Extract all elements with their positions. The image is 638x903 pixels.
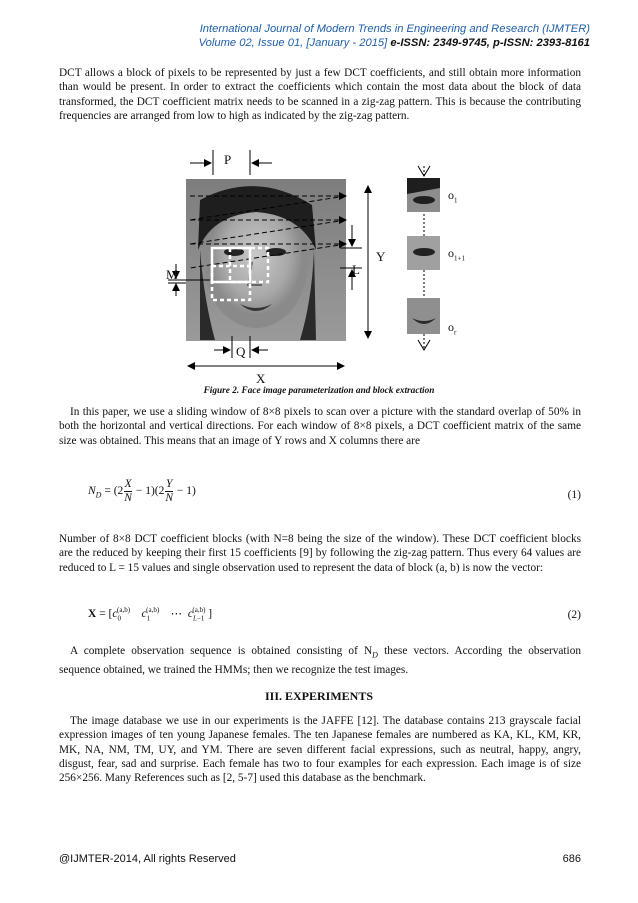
observation-strip xyxy=(407,166,440,350)
footer-copyright: @IJMTER-2014, All rights Reserved xyxy=(59,853,236,865)
footer-page-number: 686 xyxy=(562,853,581,865)
label-p: P xyxy=(224,152,232,167)
equation-1: $N_D = (2$ $\frac{X}{N}$ − 1)(2 $\frac{Y}{N}$ − 1) xyxy=(88,478,196,504)
paragraph-observation: A complete observation sequence is obtained consisting of $N_D$ these vectors. According the observation sequence obtained, we trained the HMMs; then we recognize the test images. xyxy=(59,645,581,676)
dim-q xyxy=(214,336,268,358)
dim-m xyxy=(168,264,210,296)
label-obs-first: $o_1$ xyxy=(448,188,458,205)
volume-issue: Volume 02, Issue 01, [January - 2015] xyxy=(198,37,388,49)
figure-caption: Figure 2. Face image parameterization and block extraction xyxy=(203,386,435,396)
label-l: L xyxy=(352,262,360,277)
dim-p xyxy=(190,150,272,175)
dim-l xyxy=(340,225,362,290)
journal-volume xyxy=(199,36,590,50)
block-windows xyxy=(212,248,268,300)
paragraph-blocks: Number of 8×8 DCT coefficient blocks (with N=8 being the size of the window). These DCT coefficient blocks are the reduced by keeping their first 15 coefficients [9] by following the zig-zag pattern. Thus every 64 values are reduced to L = 15 values and single observation used to represent the data of block (a, b) is now the vector: xyxy=(59,533,581,574)
paragraph-sliding-window: In this paper, we use a sliding window of 8×8 pixels to scan over a picture with the standard overlap of 50% in both the horizontal and vertical directions. For each window of 8×8 pixels, a DCT coefficient matrix of the same size was obtained. This means that an image of Y rows and X columns there are xyxy=(59,406,581,447)
journal-title: International Journal of Modern Trends in Engineering and Research (IJMTER) xyxy=(199,23,590,35)
face-photo xyxy=(186,179,346,341)
label-q: Q xyxy=(236,344,246,359)
label-obs-last: $o_r$ xyxy=(448,320,457,337)
section-heading-experiments: III. EXPERIMENTS xyxy=(264,689,374,703)
label-m: M xyxy=(166,267,178,282)
issn: e-ISSN: 2349-9745, p-ISSN: 2393-8161 xyxy=(387,37,590,49)
paragraph-dct-intro: DCT allows a block of pixels to be represented by just a few DCT coefficients, and still obtain more information than would be present. In order to extract the coefficients which contain the most data about the block of data transformed, the DCT coefficient matrix needs to be scanned in a zig-zag pattern. This is because the contributing frequencies are arranged from low to high as indicated by the zig-zag pattern. xyxy=(59,67,581,122)
paragraph-database: The image database we use in our experiments is the JAFFE [12]. The database contains 213 grayscale facial expression images of ten young Japanese females. The ten Japanese females are numbered as KA, KL, KM, KR, MK, NA, NM, TM, UY, and YM. There are seven different facial expressions, such as neutral, happy, angry, disgust, fear, sad and surprise. Each female has two to four examples for each expression. Each image is of size 256×256. Many References such as [2, 5-7] used this database as the benchmark. xyxy=(59,715,581,785)
equation-1-number: (1) xyxy=(567,489,581,501)
label-y: Y xyxy=(376,249,386,264)
label-obs-mid: $o_{1+1}$ xyxy=(448,246,465,263)
label-x: X xyxy=(256,371,266,386)
equation-2-number: (2) xyxy=(567,609,581,621)
scan-lines xyxy=(190,196,346,268)
equation-2: $X = [c_0^{(a,b)}$ $c_1^{(a,b)}$ ⋯ $c_{L-1}^{(a,b)}$ ] xyxy=(88,606,213,623)
